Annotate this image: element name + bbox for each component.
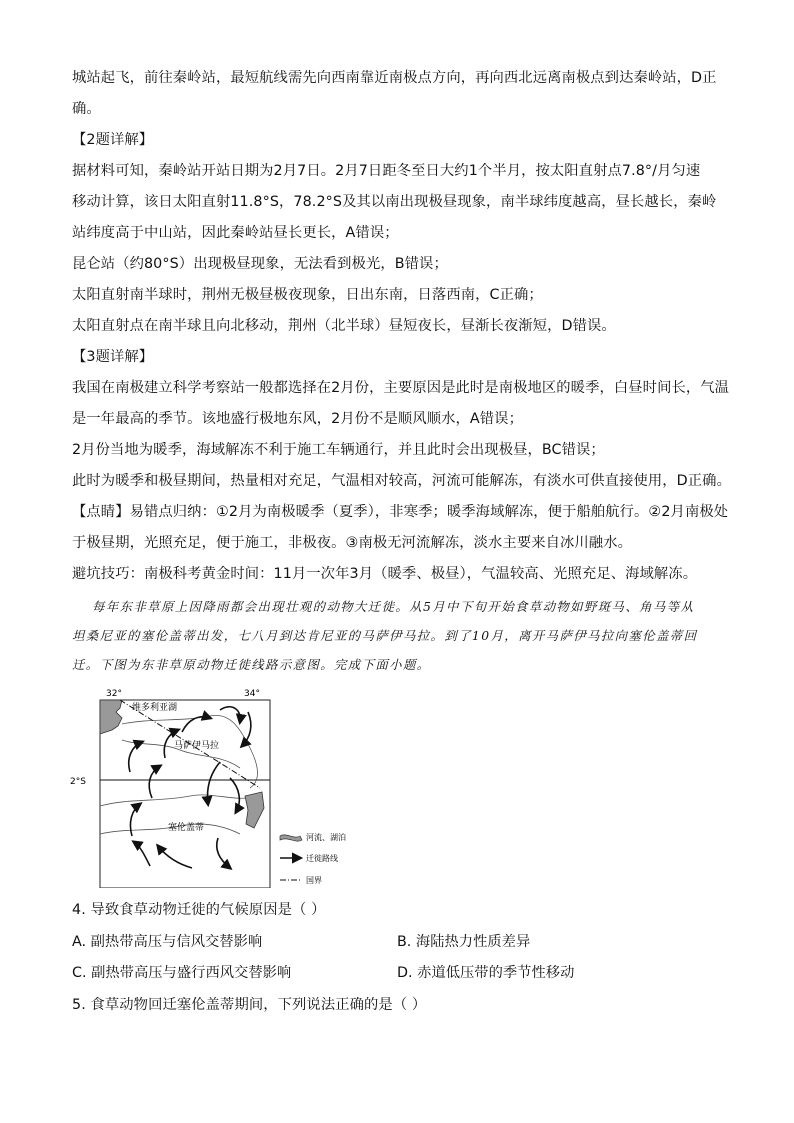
mara-label: 马萨伊马拉	[174, 741, 220, 751]
lat-label: 2°S	[70, 777, 86, 787]
answer-line: 站纬度高于中山站，因此秦岭站昼长更长，A错误；	[72, 225, 399, 241]
answer-line: 2月份当地为暖季，海域解冻不利于施工车辆通行，并且此时会出现极昼，BC错误；	[72, 442, 605, 458]
q2-heading: 【2题详解】	[72, 132, 154, 148]
answer-line: 移动计算，该日太阳直射11.8°S，78.2°S及其以南出现极昼现象，南半球纬度越高，昼长越长，秦岭	[72, 194, 717, 210]
material-line: 坦桑尼亚的塞伦盖蒂出发，七八月到达肯尼亚的马萨伊马拉。到了10月，离开马萨伊马拉向塞伦盖蒂回	[72, 628, 698, 643]
legend-route: 迁徙路线	[306, 854, 338, 863]
answer-line: 此时为暖季和极昼期间，热量相对充足，气温相对较高，河流可能解冻，有淡水可供直接使用，D正确。	[72, 473, 731, 489]
legend-river-swatch	[280, 835, 302, 841]
answer-line: 是一年最高的季节。该地盛行极地东风，2月份不是顺风顺水，A错误；	[72, 411, 523, 427]
legend-border: 国界	[306, 876, 322, 885]
q4-stem: 4. 导致食草动物迁徙的气候原因是（ ）	[72, 902, 326, 918]
lon-label-right: 34°	[244, 689, 260, 699]
answer-line: 城站起飞，前往秦岭站，最短航线需先向西南靠近南极点方向，再向西北远离南极点到达秦岭站，D正	[72, 70, 717, 86]
q4-option-a: A. 副热带高压与信风交替影响	[72, 934, 263, 950]
serengeti-label: 塞伦盖蒂	[168, 823, 205, 833]
lon-label-left: 32°	[106, 689, 122, 699]
q5-stem: 5. 食草动物回迁塞伦盖蒂期间，下列说法正确的是（ ）	[72, 997, 427, 1013]
migration-map	[70, 688, 370, 888]
answer-line: 太阳直射南半球时，荆州无极昼极夜现象，日出东南，日落西南，C正确；	[72, 287, 543, 303]
tips-line: 【点睛】易错点归纳：①2月为南极暖季（夏季），非寒季；暖季海域解冻，便于船舶航行。②2月南极处	[72, 504, 729, 520]
material-line: 迁。下图为东非草原动物迁徙线路示意图。完成下面小题。	[72, 657, 431, 672]
tips-line: 避坑技巧：南极科考黄金时间：11月一次年3月（暖季、极昼），气温较高、光照充足、海域解冻。	[72, 566, 698, 582]
answer-line: 确。	[72, 101, 101, 117]
q4-option-b: B. 海陆热力性质差异	[397, 934, 531, 950]
tips-line: 于极昼期，光照充足，便于施工，非极夜。③南极无河流解冻，淡水主要来自冰川融水。	[72, 535, 632, 551]
answer-line: 我国在南极建立科学考察站一般都选择在2月份，主要原因是此时是南极地区的暖季，白昼时间长，气温	[72, 380, 730, 396]
q3-heading: 【3题详解】	[72, 349, 154, 365]
lake-label: 维多利亚湖	[132, 703, 178, 713]
legend-rivers: 河流、湖泊	[306, 833, 346, 842]
answer-line: 昆仑站（约80°S）出现极昼现象，无法看到极光，B错误；	[72, 256, 448, 272]
answer-line: 据材料可知，秦岭站开站日期为2月7日。2月7日距冬至日大约1个半月，按太阳直射点7.8°/月匀速	[72, 163, 701, 179]
material-line: 每年东非草原上因降雨都会出现壮观的动物大迁徙。从5月中下旬开始食草动物如野斑马、角马等从	[92, 599, 695, 614]
answer-line: 太阳直射点在南半球且向北移动，荆州（北半球）昼短夜长，昼渐长夜渐短，D错误。	[72, 318, 616, 334]
q4-option-c: C. 副热带高压与盛行西风交替影响	[72, 965, 292, 981]
q4-option-d: D. 赤道低压带的季节性移动	[397, 965, 575, 981]
